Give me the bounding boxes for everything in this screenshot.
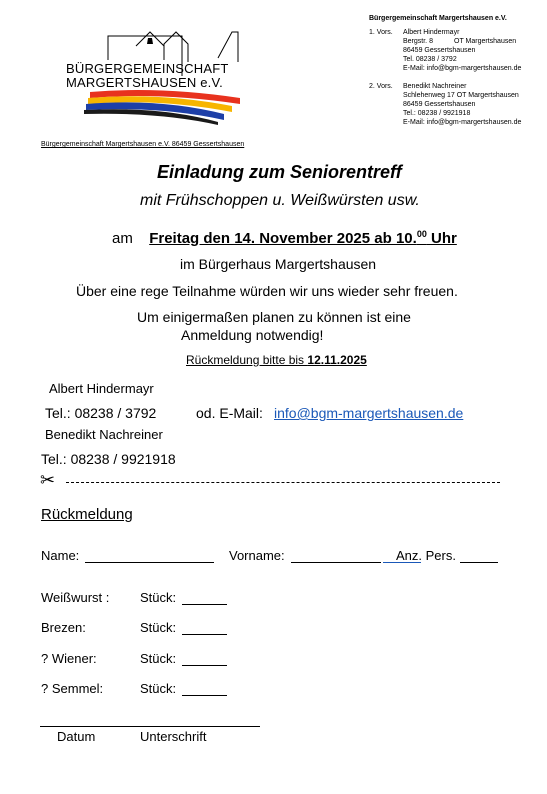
org-name: Bürgergemeinschaft Margertshausen e.V.	[369, 15, 507, 22]
item-label-semmel: ? Semmel:	[41, 681, 104, 696]
item-qty-brezen: Stück:	[140, 620, 177, 635]
contact1-email: E-Mail: info@bgm-margertshausen.de	[403, 65, 522, 72]
item-qty-wiener: Stück:	[140, 651, 177, 666]
persons-label: Anz. Pers.	[396, 548, 456, 563]
reply-deadline	[186, 353, 367, 367]
date-prefix: am	[112, 230, 133, 247]
item-qty-semmel: Stück:	[140, 681, 177, 696]
persons-field[interactable]	[460, 562, 498, 563]
contact2-tel: Tel.: 08238 / 9921918	[403, 110, 471, 117]
invite-date-line	[112, 229, 457, 247]
date-text: Freitag den 14. November 2025 ab 10.	[149, 230, 417, 247]
form-heading: Rückmeldung	[41, 506, 133, 523]
invite-plan-2: Anmeldung notwendig!	[181, 327, 324, 343]
contact2-email: E-Mail: info@bgm-margertshausen.de	[403, 119, 522, 126]
contact-name-2: Benedikt Nachreiner	[45, 427, 163, 442]
contact1-tel: Tel. 08238 / 3792	[403, 56, 457, 63]
contact-tel-1: Tel.: 08238 / 3792	[45, 405, 157, 421]
firstname-field[interactable]	[291, 562, 381, 563]
qty-field-brezen[interactable]	[182, 634, 227, 635]
reply-date: 12.11.2025	[307, 353, 367, 367]
email-link[interactable]: info@bgm-margertshausen.de	[274, 405, 464, 421]
logo	[60, 28, 250, 128]
contact1-city: 86459 Gessertshausen	[403, 47, 476, 54]
contact1-name: Albert Hindermayr	[403, 29, 460, 36]
reply-label: Rückmeldung bitte bis	[186, 353, 308, 367]
date-suffix: Uhr	[426, 230, 457, 247]
qty-field-weisswurst[interactable]	[182, 604, 227, 605]
contact1-district: OT Margertshausen	[454, 38, 517, 45]
invite-hope: Über eine rege Teilnahme würden wir uns wieder sehr freuen.	[76, 283, 458, 299]
email-prefix: od. E-Mail:	[196, 405, 263, 421]
contact2-city: 86459 Gessertshausen	[403, 101, 476, 108]
invite-subtitle: mit Frühschoppen u. Weißwürsten usw.	[140, 192, 420, 209]
signature-line[interactable]	[40, 726, 260, 727]
date-sup: 00	[416, 229, 427, 239]
date-label: Datum	[57, 729, 96, 744]
contact-name-1: Albert Hindermayr	[49, 381, 154, 396]
date-text-wrap	[149, 230, 457, 247]
invite-title: Einladung zum Seniorentreff	[157, 162, 402, 182]
contact1-role: 1. Vors.	[369, 29, 393, 36]
qty-field-semmel[interactable]	[182, 695, 227, 696]
qty-field-wiener[interactable]	[182, 665, 227, 666]
invite-plan-1: Um einigermaßen planen zu können ist eine	[137, 309, 411, 325]
logo-line-1: BÜRGERGEMEINSCHAFT	[66, 61, 229, 76]
sender-line: Bürgergemeinschaft Margertshausen e.V. 86459 Gessertshausen	[41, 141, 245, 148]
contact2-role: 2. Vors.	[369, 83, 393, 90]
invite-location: im Bürgerhaus Margertshausen	[180, 256, 377, 272]
item-label-wiener: ? Wiener:	[41, 651, 97, 666]
item-label-weisswurst: Weißwurst :	[41, 590, 110, 605]
firstname-label: Vorname:	[229, 548, 285, 563]
name-label: Name:	[41, 548, 80, 563]
name-field[interactable]	[85, 562, 214, 563]
contact2-name: Benedikt Nachreiner	[403, 83, 467, 90]
contact1-street: Bergstr. 8	[403, 38, 433, 45]
item-label-brezen: Brezen:	[41, 620, 86, 635]
item-qty-weisswurst: Stück:	[140, 590, 177, 605]
scissors-icon: ✂	[40, 470, 56, 490]
contact2-street: Schlehenweg 17 OT Margertshausen	[403, 92, 519, 99]
contact-tel-2: Tel.: 08238 / 9921918	[41, 451, 176, 467]
signature-label: Unterschrift	[140, 729, 207, 744]
logo-line-2: MARGERTSHAUSEN e.V.	[66, 75, 223, 90]
cut-line	[66, 482, 500, 483]
